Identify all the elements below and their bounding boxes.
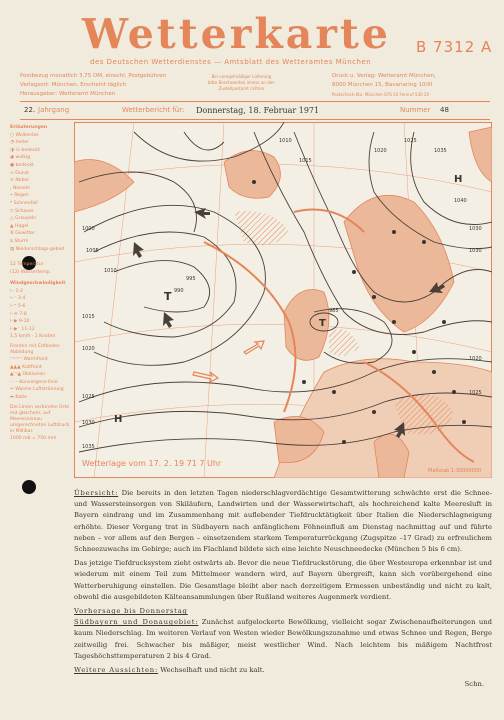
issue-number: 48 (440, 106, 449, 114)
masthead-title: Wetterkarte (82, 10, 391, 58)
legend-item-cloudy: ◕ wolkig (10, 155, 31, 161)
info-rule (20, 119, 490, 120)
svg-text:1005: 1005 (86, 248, 99, 254)
cold-arrow-icon: ➡ (10, 395, 14, 400)
svg-text:1030: 1030 (82, 420, 95, 426)
hail-icon: ▲ (10, 223, 14, 229)
svg-text:1030: 1030 (469, 226, 482, 232)
convergence-icon: ‑ ‑ ‑ (10, 379, 18, 385)
half-cloud-icon: ◑ (10, 147, 15, 153)
header-right-block (332, 72, 436, 99)
svg-text:1025: 1025 (469, 390, 482, 396)
svg-text:995: 995 (186, 276, 196, 282)
overview-heading: Übersicht: (74, 489, 119, 497)
legend-item-fair: ◔ heiter (10, 140, 30, 146)
further-outlook-body: Wechselhaft und nicht zu kalt. (158, 666, 265, 675)
legend-item-storm: $ Sturm (10, 238, 29, 244)
legend-item-graupel: △ Graupeln (10, 216, 37, 222)
legend-item-temperature: 12 Temperatur (10, 262, 44, 268)
high-center: H (454, 174, 463, 185)
signature: Schn. (464, 680, 484, 689)
volume-label: Jahrgang (38, 106, 70, 114)
weather-map (74, 122, 492, 478)
cold-front-icon: ▲▲▲ (10, 364, 21, 370)
wind-row: ⊢▶ 9-10 (10, 319, 30, 325)
drizzle-icon: , (10, 185, 12, 191)
front-cold: ▲▲▲ Kaltfront (10, 364, 42, 370)
haze-icon: ∞ (10, 170, 14, 176)
warm-front-icon: ◠◠◠ (10, 357, 23, 363)
occlusion-icon: ▲◠▲ (10, 372, 22, 378)
thunder-icon: ℜ (10, 231, 14, 237)
header-center-block (208, 74, 275, 92)
front-warm: ◠◠◠ Warmfront (10, 357, 48, 363)
svg-text:1015: 1015 (299, 158, 312, 164)
publishing-line: Verlagsort: München, Erscheint täglich (20, 82, 127, 88)
overcast-icon: ● (10, 162, 15, 168)
report-date: Donnerstag, 18. Februar 1971 (196, 106, 320, 115)
precip-area-icon: ▨ (10, 246, 15, 252)
svg-text:1035: 1035 (434, 148, 447, 154)
svg-text:1040: 1040 (454, 198, 467, 204)
cloudy-icon: ◕ (10, 155, 15, 161)
masthead-subtitle: des Deutschen Wetterdienstes — Amtsblatt des Wetteramtes München (90, 58, 372, 66)
legend-item-hail: ▲ Hagel (10, 223, 29, 229)
storm-icon: $ (10, 238, 13, 244)
millibar-conversion: 1000 mb = 750 mm (10, 435, 57, 441)
svg-text:1020: 1020 (374, 148, 387, 154)
legend-item-showers: ▽ Schauer (10, 208, 34, 214)
svg-text:985: 985 (329, 308, 339, 314)
further-outlook-paragraph (74, 665, 492, 676)
overview-body: Die bereits in den letzten Tagen niederschlagverdächtige Gesamtwitterung schwächte erst die Schnee- und Wassersteinsorgen von Skiläufern, Landwirten und der Wasserwirtschaft, als hochreichend kalte Meeresluft in Bayern eindrang und im Zusammenhang mit auflebender Tiefdrucktätigkeit über Italien die Niederschlagneigung erhöhte. Dieser Vorgang trat in Südbayern nach anfänglichem Föhneinfluß am Dienstag nachmittag auf und führte neben – vor allem auf den Bergen – einsetzendem starkem Temperaturrückgang (Zugspitze –17 Grad) zu erfreulichem Schneezuwachs im Gebirge; auch im Flachland bildete sich eine leichte Neuschneedecke (München 5 bis 6 cm). (74, 489, 492, 554)
svg-text:1025: 1025 (82, 394, 95, 400)
flow-warm: ⇨ Warme Luftströmung (10, 387, 64, 393)
report-label: Wetterbericht für: (122, 106, 185, 114)
svg-text:1030: 1030 (469, 248, 482, 254)
delivery-note-line: bitte Beschwerden immer an den (208, 80, 275, 85)
region-body: Zunächst aufgelockerte Bewölkung, vielleicht sogar Zwischenaufheiterungen und kaum Niederschlag. Im weiteren Verlauf von Westen wieder Bewölkungszunahme und etwas Schnee und Regen, Berge zeitweilig frei. Schwacher bis mäßiger, meist westlicher Wind. Nach leichtem bis mäßigem Nachtfrost Tageshöchsttemperaturen 2 bis 4 Grad. (74, 618, 492, 660)
wind-row: ⊢▶⁻ 11-12 (10, 326, 35, 332)
header-rule (20, 101, 490, 102)
account-line: Postscheck-Kto. München 876 50 Fernruf 530 20 (332, 92, 430, 97)
svg-text:1015: 1015 (82, 314, 95, 320)
wind-row: ⊢ 1-2 (10, 288, 23, 294)
wind-row: ⊢≡ 7-8 (10, 311, 27, 317)
fair-icon: ◔ (10, 140, 15, 146)
isobar-note: Die Linien verbinden Orte mit gleichem, auf Meeresniveau umgerechneten Luftdruck in Millibar. (10, 404, 70, 434)
low-center: T (164, 290, 172, 303)
legend-title: Erläuterungen (10, 125, 48, 130)
legend-item-haze: ∞ Dunst (10, 170, 29, 176)
shower-icon: ▽ (10, 208, 14, 214)
graupel-icon: △ (10, 216, 14, 222)
map-caption: Wetterlage vom 17. 2. 19 71 7 Uhr (82, 459, 222, 468)
legend-item-rain: • Regen (10, 193, 29, 199)
front-convergence: ‑ ‑ ‑ Konvergenz-linie (10, 379, 58, 385)
legend-item-snow: * Schneefall (10, 200, 38, 206)
warm-arrow-icon: ⇨ (10, 387, 14, 393)
region-heading: Südbayern und Donaugebiet: (74, 618, 199, 627)
outlook-paragraph: Das jetzige Tiefdrucksystem zieht ostwärts ab. Bevor die neue Tiefdruckstörung, die über Westeuropa erkennbar ist und wiederum mit einem Teil zum Mittelmeer wandern wird, auf Bayern übergreift, kann sich vorübergehend eine Wetterberuhigung einstellen. Die Gesamtlage bleibt aber nach derzeitigem Ermessen unbeständig und nicht zu kalt, obwohl die ausgebildeten Kälteansammlungen über Rußland weiteres Augenmerk verdient. (74, 559, 492, 601)
legend-item-thunder: ℜ Gewitter (10, 231, 35, 237)
delivery-note-line: Zustellpostamt richten (218, 86, 265, 91)
legend-item-fog: ≡ Nebel (10, 178, 29, 184)
print-line: Druck u. Verlag: Wetteramt München, (332, 73, 436, 79)
subscription-line: Postbezug monatlich 3,75 DM, einschl. Postgebühren (20, 73, 167, 79)
address-line: 8000 München 15, Bavariaring 10/III (332, 82, 433, 88)
legend-item-overcast: ● bedeckt (10, 162, 34, 168)
fronts-title: Fronten mit Erdboden Abbildung (10, 344, 60, 356)
number-label: Nummer (400, 106, 431, 114)
header-left-block (20, 72, 166, 99)
svg-text:1020: 1020 (469, 356, 482, 362)
issue-code: B 7312 A (416, 38, 493, 56)
forecast-text (74, 488, 492, 690)
legend-item-half: ◑ ½ bedeckt (10, 147, 40, 153)
wind-row: ⊢⁼ 5-6 (10, 304, 26, 310)
svg-text:990: 990 (174, 288, 184, 294)
overview-paragraph (74, 488, 492, 555)
publisher-line: Herausgeber: Wetteramt München (20, 91, 116, 97)
legend-item-water-temp: (12) Wassertemp. (10, 269, 51, 275)
svg-text:1000: 1000 (82, 226, 95, 232)
map-legend (10, 124, 72, 496)
svg-text:1025: 1025 (404, 138, 417, 144)
weather-map-svg (74, 122, 492, 478)
front-occlusion: ▲◠▲ Okklusion (10, 372, 46, 378)
svg-text:1010: 1010 (279, 138, 292, 144)
clear-sky-icon: ○ (10, 132, 15, 138)
info-bar (20, 104, 490, 118)
high-center: H (114, 414, 123, 425)
rain-icon: • (10, 193, 13, 199)
low-center: T (319, 318, 326, 329)
map-scale: Maßstab 1:30000000 (428, 468, 482, 474)
legend-item-precip-area: ▨ Niederschlags-gebiet (10, 246, 65, 252)
volume-number: 22. (24, 106, 36, 114)
forecast-heading: Vorhersage bis Donnerstag (74, 607, 188, 616)
wind-scale-note: 1,5 km/h · 1 Knoten (10, 334, 56, 340)
legend-item-clear: ○ Wolkenlos (10, 132, 39, 138)
svg-text:1010: 1010 (104, 268, 117, 274)
svg-text:1020: 1020 (82, 346, 95, 352)
legend-item-drizzle: , Nieseln (10, 185, 30, 191)
wind-title: Windgeschwindigkeit (10, 281, 66, 287)
further-outlook-heading: Weitere Aussichten: (74, 666, 159, 675)
region-paragraph (74, 617, 492, 662)
delivery-note-line: Bei unregelmäßiger Lieferung (211, 74, 272, 79)
snow-icon: * (10, 200, 13, 206)
wind-row: ⊢⁻ 3-4 (10, 296, 26, 302)
fog-icon: ≡ (10, 178, 14, 184)
svg-text:1035: 1035 (82, 444, 95, 450)
flow-cold: ➡ Kalte (10, 395, 27, 400)
